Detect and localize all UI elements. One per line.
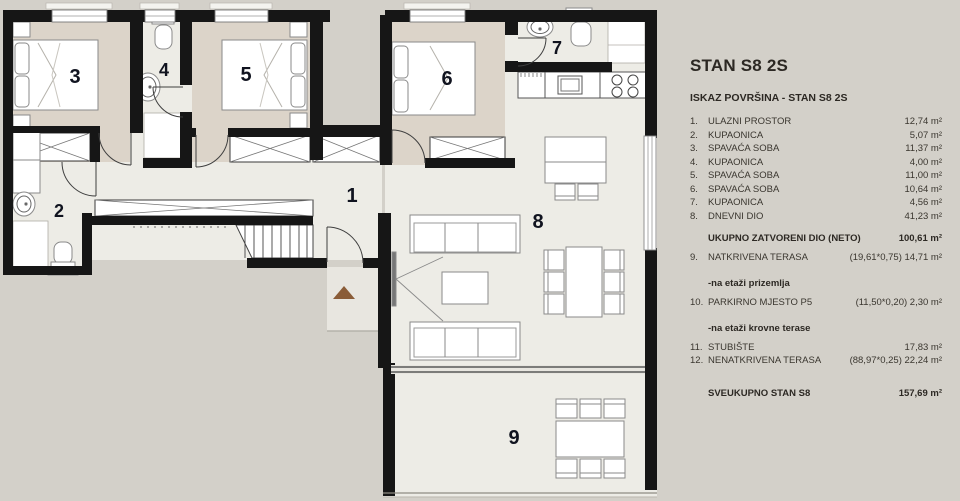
legend-row-6 xyxy=(690,183,942,197)
room-label-2: 2 xyxy=(53,201,65,221)
legend-row-value: 41,23 m² xyxy=(904,210,942,222)
page-title: STAN S8 2S xyxy=(690,56,789,75)
room-label-6: 6 xyxy=(441,68,453,90)
legend-row-9 xyxy=(690,251,942,265)
entrance-porch xyxy=(327,267,380,331)
room-label-9: 9 xyxy=(508,427,520,449)
legend-row-value: 17,83 m² xyxy=(904,341,942,353)
dining-table xyxy=(566,247,602,317)
legend-row-label: -na etaži prizemlja xyxy=(708,278,790,289)
legend-row-label: SPAVAĆA SOBA xyxy=(708,183,780,195)
terrace-glass-door xyxy=(391,365,645,374)
terrace-dining-set xyxy=(556,399,625,478)
legend-subtitle: ISKAZ POVRŠINA - STAN S8 2S xyxy=(690,92,848,104)
legend-row-value: (19,61*0,75) 14,71 m² xyxy=(849,251,942,263)
legend-row-label: NATKRIVENA TERASA xyxy=(708,251,808,263)
dining-set xyxy=(544,247,624,317)
legend-row-value: 11,00 m² xyxy=(905,170,942,181)
legend-row-10 xyxy=(690,296,942,310)
legend-row-label: KUPAONICA xyxy=(708,129,764,141)
legend-row-number: 12. xyxy=(690,355,704,366)
room-label-4: 4 xyxy=(158,60,170,80)
legend-row-number: 2. xyxy=(690,129,698,141)
wardrobe-room6 xyxy=(430,137,505,160)
wardrobe-hall-a xyxy=(230,135,310,162)
room-label-3: 3 xyxy=(69,66,81,88)
room-label-8: 8 xyxy=(532,211,544,233)
room-label-5: 5 xyxy=(240,64,252,86)
legend-row-3 xyxy=(690,142,942,156)
area-legend xyxy=(690,56,942,400)
legend-row-number: 11. xyxy=(690,341,703,353)
legend-row-value: (11,50*0,20) 2,30 m² xyxy=(855,296,942,308)
legend-row-label: UKUPNO ZATVORENI DIO (NETO) xyxy=(708,233,861,244)
legend-row-label: DNEVNI DIO xyxy=(708,210,764,222)
coffee-table xyxy=(442,272,488,304)
legend-row-label: ULAZNI PROSTOR xyxy=(708,116,792,127)
legend-row-label: KUPAONICA xyxy=(708,197,764,208)
legend-row-12 xyxy=(690,354,942,368)
legend-row-value: 4,00 m² xyxy=(909,156,942,168)
legend-row-number: 1. xyxy=(690,116,698,127)
legend-rows xyxy=(690,115,942,400)
legend-row-label: SPAVAĆA SOBA xyxy=(708,170,780,181)
legend-row-value: 5,07 m² xyxy=(909,129,942,141)
room-label-7: 7 xyxy=(551,38,563,58)
legend-row-number: 8. xyxy=(690,210,698,222)
sofa-bottom xyxy=(410,322,520,360)
legend-row-number: 9. xyxy=(690,251,698,263)
legend-row-number: 3. xyxy=(690,143,698,154)
bed-room-6 xyxy=(392,42,475,115)
legend-row-label: STUBIŠTE xyxy=(708,341,755,353)
legend-row-total-8 xyxy=(690,232,942,246)
legend-row-2 xyxy=(690,129,942,143)
wardrobe-hall-b xyxy=(313,135,380,162)
wardrobe-hall-long xyxy=(95,200,313,216)
legend-row-number: 10. xyxy=(690,296,704,308)
legend-row-label: KUPAONICA xyxy=(708,156,764,168)
legend-row-note-10 xyxy=(690,277,942,291)
terrace-table xyxy=(556,421,624,457)
legend-row-value: (88,97*0,25) 22,24 m² xyxy=(849,355,942,366)
legend-row-number: 7. xyxy=(690,197,698,208)
legend-row-value: 11,37 m² xyxy=(905,143,942,154)
legend-row-number: 6. xyxy=(690,183,698,195)
toilet-2-icon xyxy=(51,242,75,270)
legend-row-5 xyxy=(690,169,942,183)
legend-row-value: 157,69 m² xyxy=(898,387,942,399)
legend-row-value: 10,64 m² xyxy=(904,183,942,195)
legend-row-label: -na etaži krovne terase xyxy=(708,323,811,334)
legend-row-number: 5. xyxy=(690,170,698,181)
legend-row-1 xyxy=(690,115,942,129)
window-living-east xyxy=(644,136,656,250)
legend-row-note-12 xyxy=(690,322,942,336)
legend-row-label: SVEUKUPNO STAN S8 xyxy=(708,387,811,399)
legend-row-number: 4. xyxy=(690,156,698,168)
legend-row-label: NENATKRIVENA TERASA xyxy=(708,355,822,366)
room-label-1: 1 xyxy=(346,185,358,207)
legend-row-grand-15 xyxy=(690,387,942,401)
legend-row-value: 12,74 m² xyxy=(904,116,942,127)
legend-row-label: SPAVAĆA SOBA xyxy=(708,143,780,154)
kitchen-tall-cabinet xyxy=(608,16,645,63)
exterior-notch xyxy=(321,8,385,127)
legend-row-8 xyxy=(690,210,942,224)
legend-row-11 xyxy=(690,341,942,355)
legend-row-value: 100,61 m² xyxy=(898,233,942,244)
legend-row-value: 4,56 m² xyxy=(909,197,942,208)
legend-row-label: PARKIRNO MJESTO P5 xyxy=(708,296,813,308)
sofa-top xyxy=(410,215,520,253)
legend-row-7 xyxy=(690,196,942,210)
bath-4-shower xyxy=(144,113,181,158)
kitchen-counter xyxy=(518,72,655,98)
bath-2-shower xyxy=(13,221,48,268)
legend-row-4 xyxy=(690,156,942,170)
